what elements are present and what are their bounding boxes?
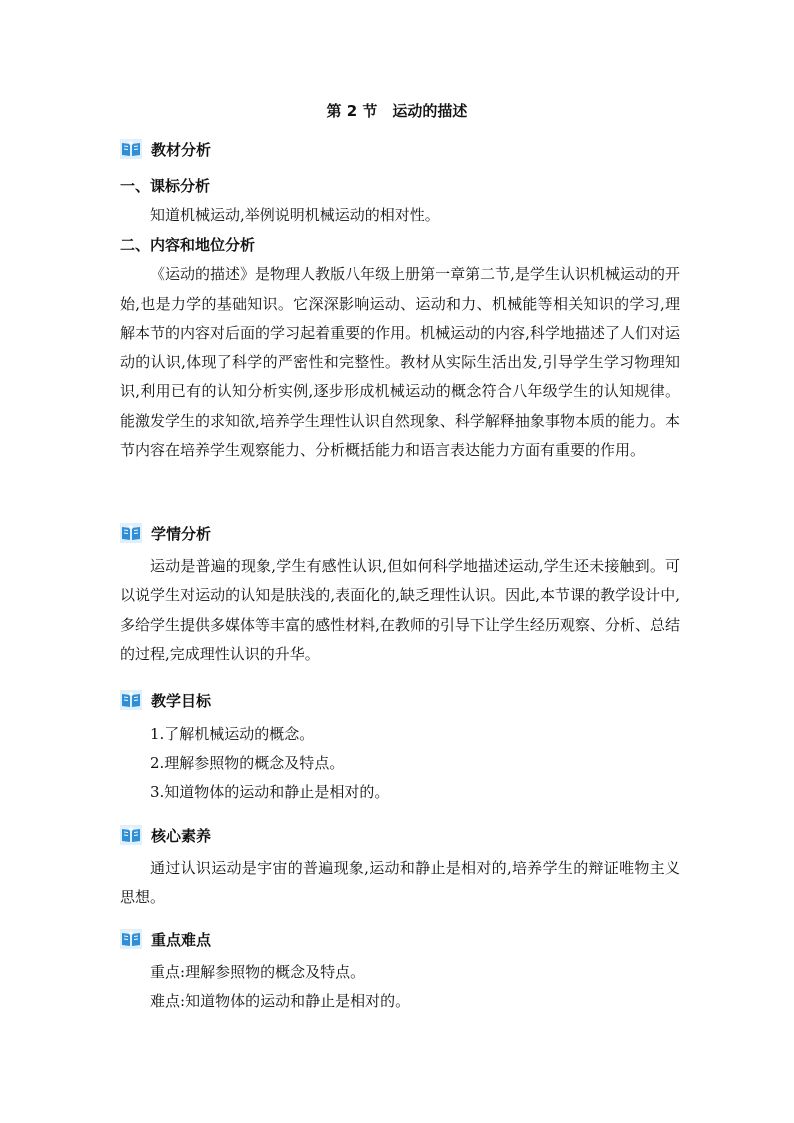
section-key-difficult [120,926,680,1016]
paragraph-learner: 运动是普遍的现象,学生有感性认识,但如何科学地描述运动,学生还未接触到。可以说学生对运动的认知是肤浅的,表面化的,缺乏理性认识。因此,本节课的教学设计中,多给学生提供多媒体等丰富的感性材料,在教师的引导下让学生经历观察、分析、总结的过程,完成理性认识的升华。 [120,557,680,663]
difficult-label: 难点: [150,992,186,1010]
section-heading [120,520,680,546]
paragraph-content: 《运动的描述》是物理人教版八年级上册第一章第二节,是学生认识机械运动的开始,也是力学的基础知识。它深深影响运动、运动和力、机械能等相关知识的学习,理解本节的内容对后面的学习起着重要的作用。机械运动的内容,科学地描述了人们对运动的认识,体现了科学的严密性和完整性。教材从实际生活出发,引导学生学习物理知识,利用已有的认知分析实例,逐步形成机械运动的概念符合八年级学生的认知规律。能激发学生的求知欲,培养学生理性认识自然现象、科学解释抽象事物本质的能力。本节内容在培养学生观察能力、分析概括能力和语言表达能力方面有重要的作用。 [120,265,680,460]
subheading-content: 二、内容和地位分析 [120,236,256,255]
section-heading [120,687,680,713]
heading-text: 教材分析 [151,140,212,159]
list-item: 2.理解参照物的概念及特点。 [150,754,345,772]
open-book-icon [120,139,142,159]
list-item: 3.知道物体的运动和静止是相对的。 [150,783,390,801]
section-learner-analysis [120,520,680,669]
section-core-literacy [120,822,680,913]
difficult-point [120,987,680,1016]
section-textbook-analysis [120,136,680,465]
subheading-curriculum: 一、课标分析 [120,177,211,195]
difficult-text: 知道物体的运动和静止是相对的。 [185,992,411,1010]
section-heading [120,136,680,162]
paragraph-literacy: 通过认识运动是宇宙的普遍现象,运动和静止是相对的,培养学生的辩证唯物主义思想。 [120,859,680,907]
heading-text: 重点难点 [151,930,212,949]
list-item: 1.了解机械运动的概念。 [150,725,315,743]
heading-text: 教学目标 [151,691,212,710]
key-point [120,958,680,987]
heading-text: 学情分析 [151,524,212,543]
key-text: 理解参照物的概念及特点。 [185,963,366,981]
goals-list [120,720,680,807]
keypoints-list [120,958,680,1016]
open-book-icon [120,690,142,710]
section-heading [120,822,680,848]
page-title: 第 2 节 运动的描述 [326,102,468,120]
heading-text: 核心素养 [151,826,212,845]
open-book-icon [120,929,142,949]
paragraph-curriculum: 知道机械运动,举例说明机械运动的相对性。 [150,206,440,224]
key-label: 重点: [150,963,186,981]
open-book-icon [120,825,142,845]
section-heading [120,926,680,952]
open-book-icon [120,523,142,543]
section-teaching-goals [120,687,680,807]
